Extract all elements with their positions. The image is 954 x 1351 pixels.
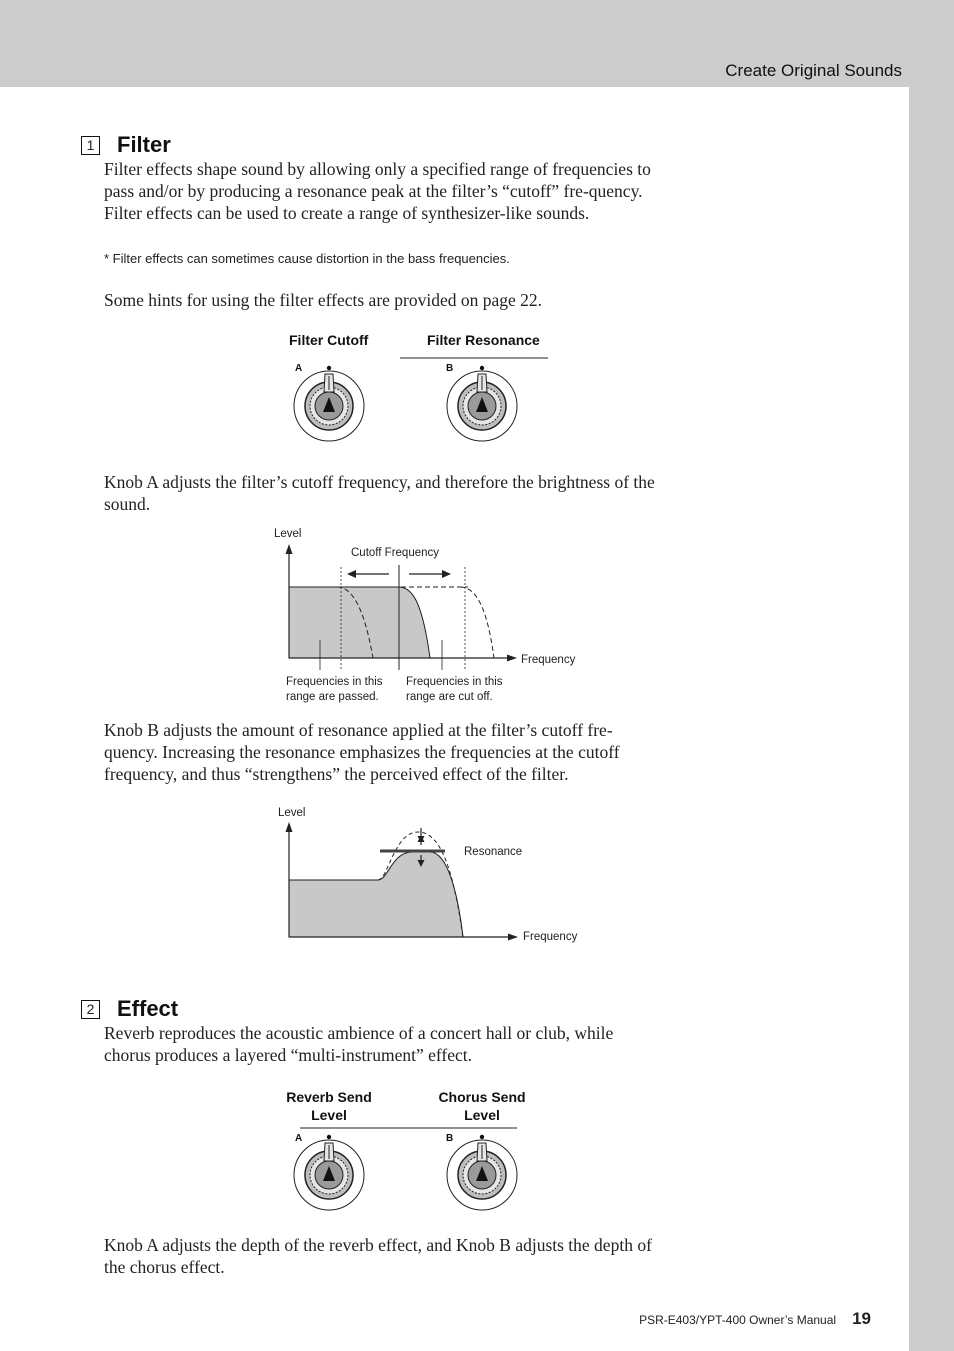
section-title: Filter — [117, 132, 171, 157]
knob-b-description: Knob B adjusts the amount of resonance applied at the filter’s cutoff fre-quency. Increasing the resonance emphasizes the frequencies at the cutoff frequency, and thus “strengthens” the perceived effect of the filter. — [104, 720, 620, 784]
cutoff-frequency-label: Cutoff Frequency — [351, 547, 440, 559]
section-number: 2 — [81, 1000, 100, 1019]
knob-b-letter: B — [446, 1133, 454, 1144]
knob-a-label: Filter Cutoff — [289, 332, 369, 348]
level-label: Level — [274, 528, 302, 540]
filter-cutoff-knob[interactable] — [294, 371, 364, 441]
frequency-label: Frequency — [523, 931, 578, 943]
filter-heading — [81, 132, 171, 158]
resonance-diagram — [270, 800, 590, 950]
reverb-send-knob[interactable] — [294, 1140, 364, 1210]
effect-heading — [81, 996, 178, 1022]
passed-label-1: Frequencies in this — [286, 676, 383, 688]
effect-intro: Reverb reproduces the acoustic ambience of a concert hall or club, while chorus produces a layered “multi-instrument” effect. — [104, 1023, 614, 1065]
chapter-title: Create Original Sounds — [725, 61, 902, 80]
section-title: Effect — [117, 996, 179, 1021]
section-number: 1 — [81, 136, 100, 155]
page-number: 19 — [852, 1309, 871, 1328]
frequency-label: Frequency — [521, 654, 576, 666]
knob-a-letter: A — [295, 1133, 303, 1144]
knob-a-description: Knob A adjusts the filter’s cutoff frequency, and therefore the brightness of the sound. — [104, 472, 655, 514]
chorus-send-knob[interactable] — [447, 1140, 517, 1210]
knob-a-label-line2: Level — [311, 1107, 347, 1123]
effect-knobs-figure — [280, 1082, 560, 1214]
knob-a-letter: A — [295, 363, 303, 374]
level-label: Level — [278, 807, 306, 819]
cutoff-diagram — [270, 522, 590, 710]
manual-title: PSR-E403/YPT-400 Owner’s Manual — [639, 1313, 837, 1327]
filter-hint: Some hints for using the filter effects are provided on page 22. — [104, 290, 543, 310]
filter-resonance-knob[interactable] — [447, 371, 517, 441]
resonance-label: Resonance — [464, 846, 523, 858]
knob-b-label-line2: Level — [464, 1107, 500, 1123]
filter-intro: Filter effects shape sound by allowing only a specified range of frequencies to pass and/or by producing a resonance peak at the filter’s “cutoff” fre-quency. Filter effects can be used to create a range of synthesizer-like sounds. — [104, 159, 651, 223]
filter-knobs-figure — [282, 328, 562, 446]
cut-label-2: range are cut off. — [406, 691, 493, 703]
knob-a-label-line1: Reverb Send — [286, 1089, 372, 1105]
filter-note: * Filter effects can sometimes cause distortion in the bass frequencies. — [104, 251, 510, 266]
knob-b-label-line1: Chorus Send — [438, 1089, 526, 1105]
cut-label-1: Frequencies in this — [406, 676, 503, 688]
effect-description: Knob A adjusts the depth of the reverb effect, and Knob B adjusts the depth of the chorus effect. — [104, 1235, 652, 1277]
passed-label-2: range are passed. — [286, 691, 379, 703]
knob-b-letter: B — [446, 363, 454, 374]
knob-b-label: Filter Resonance — [427, 332, 540, 348]
side-band — [909, 87, 954, 1351]
page-footer — [639, 1309, 871, 1329]
